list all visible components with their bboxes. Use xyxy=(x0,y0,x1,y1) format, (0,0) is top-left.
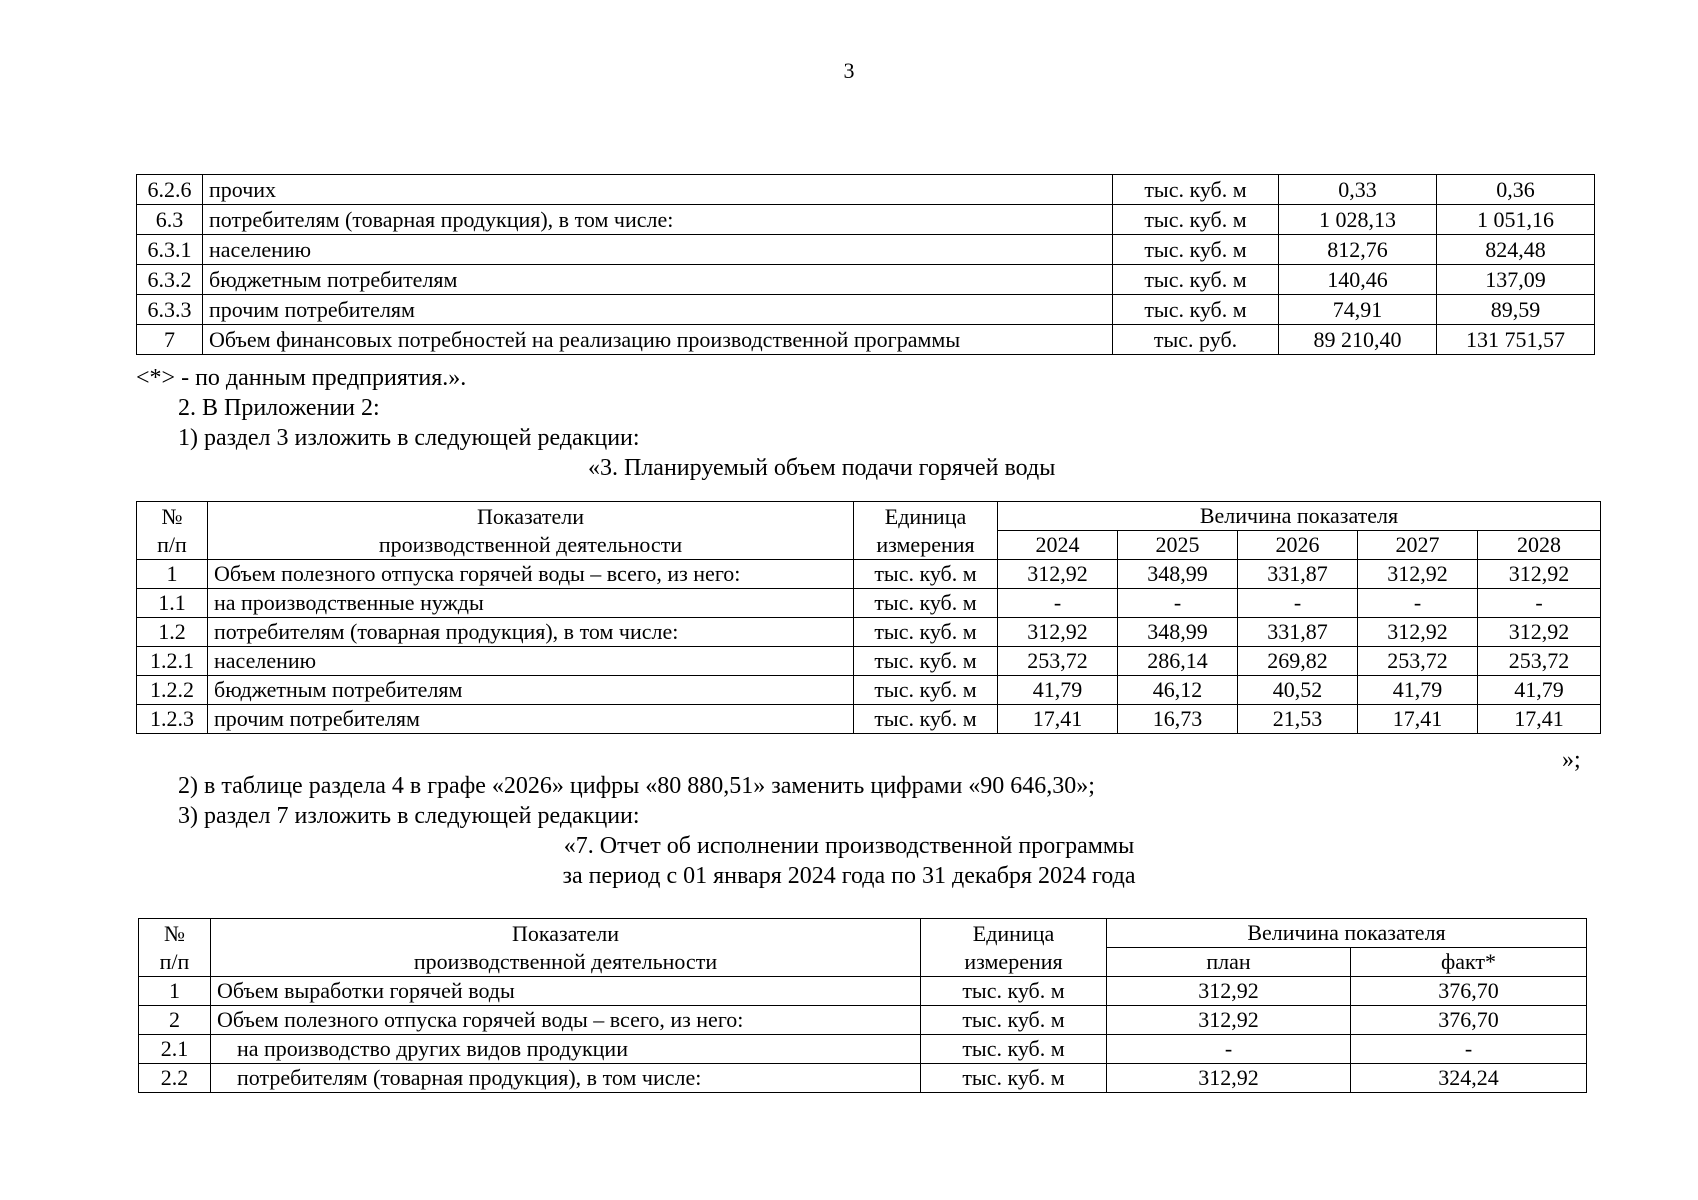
row-number: 6.3.1 xyxy=(137,235,203,265)
value: 17,41 xyxy=(998,705,1118,734)
indicator-name: бюджетным потребителям xyxy=(208,676,854,705)
header-unit-line2: измерения xyxy=(964,948,1063,974)
row-number: 1.2 xyxy=(137,618,208,647)
header-unit-line1: Единица xyxy=(972,921,1055,946)
row-number: 1.1 xyxy=(137,589,208,618)
table-header-row xyxy=(137,502,1601,531)
value-2: 1 051,16 xyxy=(1437,205,1595,235)
row-number: 1.2.3 xyxy=(137,705,208,734)
header-year: 2028 xyxy=(1478,531,1601,560)
header-unit-line2: измерения xyxy=(876,531,975,557)
value: 286,14 xyxy=(1118,647,1238,676)
table-row xyxy=(137,325,1595,355)
value-1: 89 210,40 xyxy=(1279,325,1437,355)
closing-quote: »; xyxy=(1562,747,1581,773)
value: 17,41 xyxy=(1478,705,1601,734)
indicator-name: потребителям (товарная продукция), в том числе: xyxy=(208,618,854,647)
header-year: 2026 xyxy=(1238,531,1358,560)
indicator-name: Объем финансовых потребностей на реализацию производственной программы xyxy=(203,325,1113,355)
value-1: 74,91 xyxy=(1279,295,1437,325)
fact-value: 376,70 xyxy=(1351,1006,1587,1035)
row-number: 6.2.6 xyxy=(137,175,203,205)
row-number: 1 xyxy=(139,977,211,1006)
row-number: 1.2.2 xyxy=(137,676,208,705)
unit: тыс. куб. м xyxy=(921,1035,1107,1064)
indicator-name: Объем выработки горячей воды xyxy=(211,977,921,1006)
table-row xyxy=(137,647,1601,676)
table-row xyxy=(139,1006,1587,1035)
table-row xyxy=(137,235,1595,265)
value: 269,82 xyxy=(1238,647,1358,676)
value: 41,79 xyxy=(998,676,1118,705)
fact-value: - xyxy=(1351,1035,1587,1064)
indicator-name: Объем полезного отпуска горячей воды – всего, из него: xyxy=(211,1006,921,1035)
header-indicator-line2: производственной деятельности xyxy=(378,531,683,557)
indicator-name: прочим потребителям xyxy=(208,705,854,734)
table-row xyxy=(137,560,1601,589)
header-unit-line1: Единица xyxy=(884,504,967,529)
unit: тыс. руб. xyxy=(1113,325,1279,355)
value: 40,52 xyxy=(1238,676,1358,705)
header-row-number: № п/п xyxy=(139,919,211,977)
unit: тыс. куб. м xyxy=(854,676,998,705)
value-2: 89,59 xyxy=(1437,295,1595,325)
indicator-name: прочим потребителям xyxy=(203,295,1113,325)
header-indicator xyxy=(208,502,854,560)
header-indicator-line1: Показатели xyxy=(511,921,620,946)
value-2: 131 751,57 xyxy=(1437,325,1595,355)
indicator-name: на производство других видов продукции xyxy=(211,1035,921,1064)
unit: тыс. куб. м xyxy=(1113,205,1279,235)
unit: тыс. куб. м xyxy=(1113,235,1279,265)
header-value: Величина показателя xyxy=(998,502,1601,531)
value: - xyxy=(1238,589,1358,618)
value: 348,99 xyxy=(1118,560,1238,589)
header-indicator-line2: производственной деятельности xyxy=(413,948,718,974)
header-year: 2027 xyxy=(1358,531,1478,560)
value-1: 0,33 xyxy=(1279,175,1437,205)
row-number: 1 xyxy=(137,560,208,589)
row-number: 7 xyxy=(137,325,203,355)
row-number: 2 xyxy=(139,1006,211,1035)
value: 348,99 xyxy=(1118,618,1238,647)
unit: тыс. куб. м xyxy=(921,977,1107,1006)
unit: тыс. куб. м xyxy=(854,618,998,647)
value: 331,87 xyxy=(1238,560,1358,589)
header-unit xyxy=(854,502,998,560)
footnote: <*> - по данным предприятия.». xyxy=(136,365,467,391)
value: 312,92 xyxy=(1478,618,1601,647)
value: 21,53 xyxy=(1238,705,1358,734)
unit: тыс. куб. м xyxy=(1113,265,1279,295)
table-execution-report xyxy=(138,918,1587,1093)
unit: тыс. куб. м xyxy=(921,1006,1107,1035)
value: 253,72 xyxy=(1478,647,1601,676)
value: 41,79 xyxy=(1478,676,1601,705)
table-row xyxy=(139,977,1587,1006)
table-row xyxy=(137,589,1601,618)
value-2: 137,09 xyxy=(1437,265,1595,295)
row-number: 2.2 xyxy=(139,1064,211,1093)
fact-value: 376,70 xyxy=(1351,977,1587,1006)
section-7-heading-line2: за период с 01 января 2024 года по 31 декабря 2024 года xyxy=(562,863,1136,889)
value: - xyxy=(1478,589,1601,618)
value: 17,41 xyxy=(1358,705,1478,734)
value: 46,12 xyxy=(1118,676,1238,705)
table-row xyxy=(137,705,1601,734)
value: 312,92 xyxy=(1358,618,1478,647)
paragraph-item-2-2: 2) в таблице раздела 4 в графе «2026» цифры «80 880,51» заменить цифрами «90 646,30»; xyxy=(178,773,1095,799)
table-production-continuation xyxy=(136,174,1595,355)
indicator-name: населению xyxy=(208,647,854,676)
unit: тыс. куб. м xyxy=(921,1064,1107,1093)
table-hot-water-plan xyxy=(136,501,1601,734)
section-7-heading-line1: «7. Отчет об исполнении производственной программы xyxy=(563,833,1135,859)
value: - xyxy=(1118,589,1238,618)
value: 312,92 xyxy=(1358,560,1478,589)
table-row xyxy=(137,205,1595,235)
row-number: 6.3 xyxy=(137,205,203,235)
value: 253,72 xyxy=(998,647,1118,676)
header-indicator xyxy=(211,919,921,977)
indicator-name: населению xyxy=(203,235,1113,265)
fact-value: 324,24 xyxy=(1351,1064,1587,1093)
header-year: 2024 xyxy=(998,531,1118,560)
value-2: 0,36 xyxy=(1437,175,1595,205)
row-number: 2.1 xyxy=(139,1035,211,1064)
unit: тыс. куб. м xyxy=(1113,295,1279,325)
indicator-name: потребителям (товарная продукция), в том числе: xyxy=(203,205,1113,235)
indicator-name: бюджетным потребителям xyxy=(203,265,1113,295)
value: 312,92 xyxy=(998,618,1118,647)
value-2: 824,48 xyxy=(1437,235,1595,265)
value: 331,87 xyxy=(1238,618,1358,647)
table-row xyxy=(137,265,1595,295)
value-1: 1 028,13 xyxy=(1279,205,1437,235)
header-fact: факт* xyxy=(1351,948,1587,977)
plan-value: 312,92 xyxy=(1107,1064,1351,1093)
unit: тыс. куб. м xyxy=(854,560,998,589)
header-row-number: № п/п xyxy=(137,502,208,560)
header-year: 2025 xyxy=(1118,531,1238,560)
plan-value: - xyxy=(1107,1035,1351,1064)
value: - xyxy=(1358,589,1478,618)
row-number: 6.3.3 xyxy=(137,295,203,325)
plan-value: 312,92 xyxy=(1107,1006,1351,1035)
table-header-row xyxy=(139,919,1587,948)
header-value: Величина показателя xyxy=(1107,919,1587,948)
paragraph-item-2-1: 1) раздел 3 изложить в следующей редакции: xyxy=(178,425,640,451)
value: 16,73 xyxy=(1118,705,1238,734)
indicator-name: Объем полезного отпуска горячей воды – всего, из него: xyxy=(208,560,854,589)
row-number: 1.2.1 xyxy=(137,647,208,676)
unit: тыс. куб. м xyxy=(854,589,998,618)
value: 253,72 xyxy=(1358,647,1478,676)
header-indicator-line1: Показатели xyxy=(476,504,585,529)
section-3-heading: «3. Планируемый объем подачи горячей воды xyxy=(588,455,1056,481)
table-row xyxy=(137,295,1595,325)
indicator-name: на производственные нужды xyxy=(208,589,854,618)
paragraph-item-2: 2. В Приложении 2: xyxy=(178,395,380,421)
plan-value: 312,92 xyxy=(1107,977,1351,1006)
unit: тыс. куб. м xyxy=(854,705,998,734)
page-number: 3 xyxy=(843,58,855,83)
table-row xyxy=(139,1035,1587,1064)
indicator-name: потребителям (товарная продукция), в том числе: xyxy=(211,1064,921,1093)
value-1: 812,76 xyxy=(1279,235,1437,265)
header-unit xyxy=(921,919,1107,977)
unit: тыс. куб. м xyxy=(1113,175,1279,205)
header-plan: план xyxy=(1107,948,1351,977)
value: 312,92 xyxy=(1478,560,1601,589)
table-row xyxy=(137,676,1601,705)
table-row xyxy=(137,175,1595,205)
table-row xyxy=(137,618,1601,647)
table-row xyxy=(139,1064,1587,1093)
unit: тыс. куб. м xyxy=(854,647,998,676)
value: 312,92 xyxy=(998,560,1118,589)
value: - xyxy=(998,589,1118,618)
value-1: 140,46 xyxy=(1279,265,1437,295)
value: 41,79 xyxy=(1358,676,1478,705)
paragraph-item-2-3: 3) раздел 7 изложить в следующей редакции: xyxy=(178,803,640,829)
row-number: 6.3.2 xyxy=(137,265,203,295)
indicator-name: прочих xyxy=(203,175,1113,205)
